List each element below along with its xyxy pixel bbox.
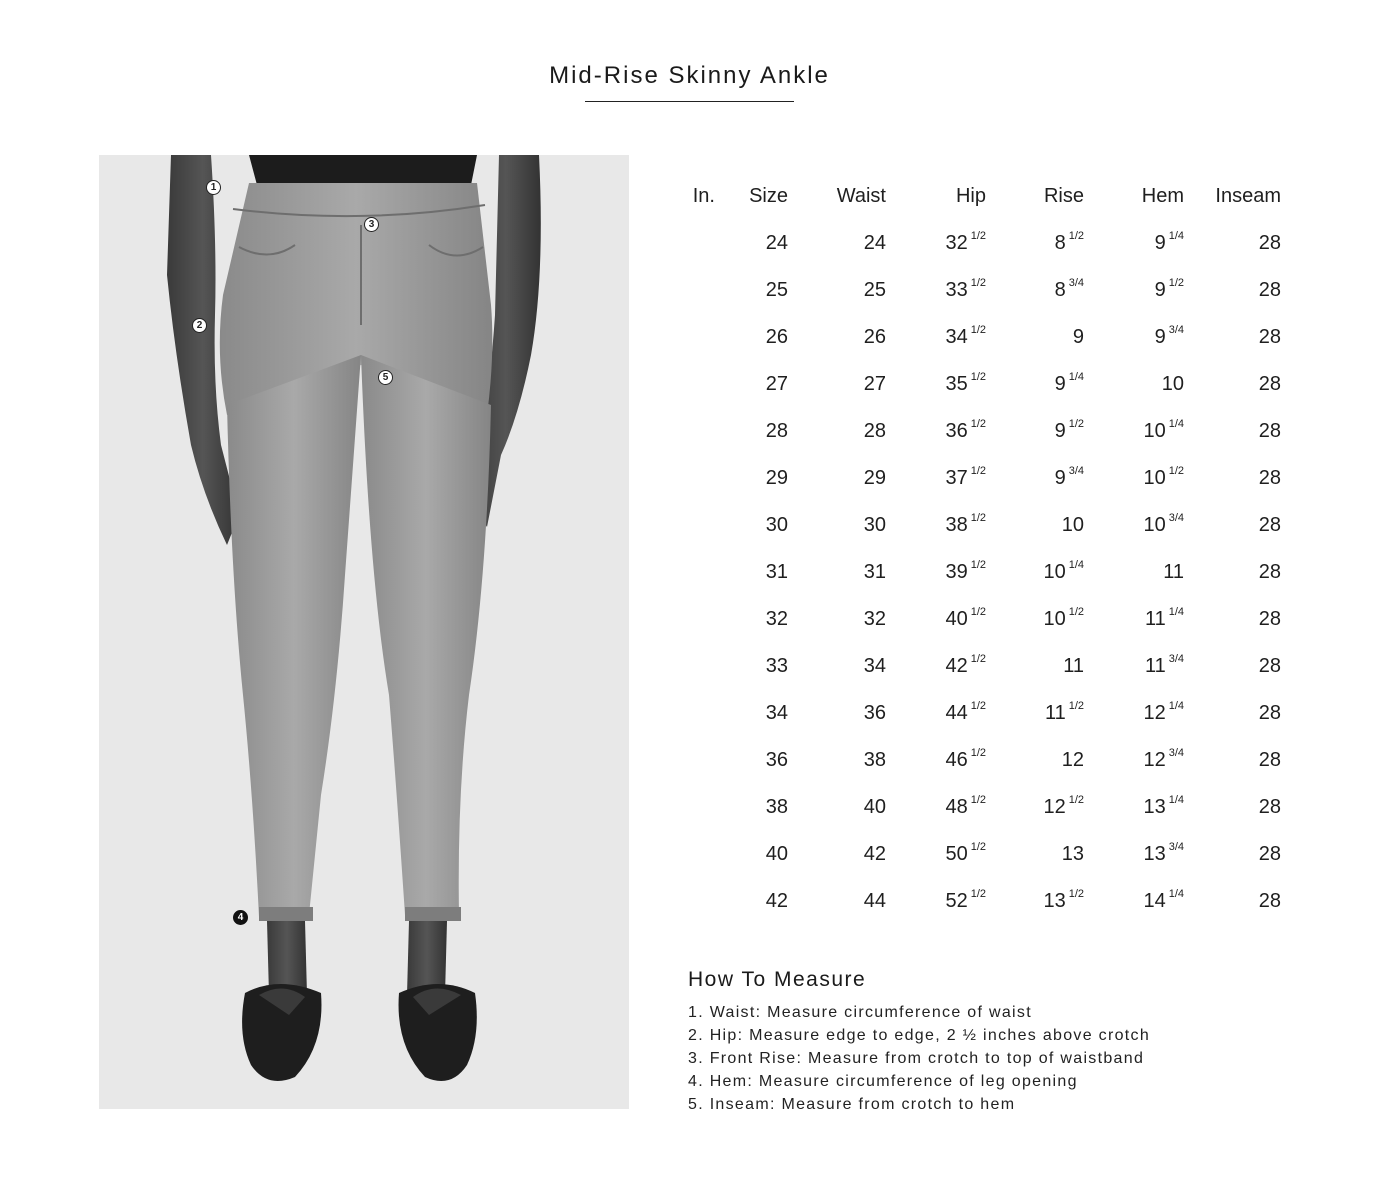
header-inseam: Inseam bbox=[1215, 184, 1281, 207]
measure-item-hem: 4. Hem: Measure circumference of leg opening bbox=[688, 1073, 1078, 1090]
cell-waist bbox=[788, 784, 886, 831]
table-row bbox=[675, 549, 1281, 596]
cell-rise bbox=[986, 643, 1084, 690]
cell-waist bbox=[788, 878, 886, 925]
cell-hip-value: 44 bbox=[945, 702, 968, 724]
cell-inseam bbox=[1184, 878, 1281, 925]
header-waist: Waist bbox=[836, 184, 886, 207]
cell-size-value: 40 bbox=[765, 843, 788, 865]
marker-front-rise: 3 bbox=[364, 217, 379, 232]
jeans-illustration bbox=[99, 155, 629, 1109]
cell-hip-fraction: 1/2 bbox=[970, 324, 986, 336]
cell-in bbox=[675, 784, 715, 831]
cell-hip bbox=[886, 267, 986, 314]
cell-rise bbox=[986, 502, 1084, 549]
cell-hem-value: 12 bbox=[1143, 702, 1166, 724]
cell-hip bbox=[886, 737, 986, 784]
cell-in bbox=[675, 690, 715, 737]
cell-rise-fraction: 1/2 bbox=[1068, 794, 1084, 806]
cell-size-value: 27 bbox=[765, 373, 788, 395]
cell-inseam bbox=[1184, 690, 1281, 737]
cell-hem bbox=[1084, 784, 1184, 831]
how-to-measure-title: How To Measure bbox=[688, 968, 867, 991]
cell-hem bbox=[1084, 314, 1184, 361]
cell-hip bbox=[886, 643, 986, 690]
cell-inseam-value: 28 bbox=[1258, 514, 1281, 536]
cell-rise-value: 9 bbox=[1054, 373, 1066, 395]
cell-inseam-value: 28 bbox=[1258, 890, 1281, 912]
cell-hip bbox=[886, 502, 986, 549]
cell-hip-value: 37 bbox=[945, 467, 968, 489]
cell-in bbox=[675, 455, 715, 502]
cell-hem-fraction: 3/4 bbox=[1168, 324, 1184, 336]
cell-hip bbox=[886, 831, 986, 878]
cell-hem bbox=[1084, 878, 1184, 925]
cell-size-value: 31 bbox=[765, 561, 788, 583]
marker-hem: 4 bbox=[233, 910, 248, 925]
cell-hem-fraction: 3/4 bbox=[1168, 747, 1184, 759]
table-header-row bbox=[675, 172, 1281, 220]
cell-hip-fraction: 1/2 bbox=[970, 700, 986, 712]
cell-in bbox=[675, 220, 715, 267]
cell-inseam-value: 28 bbox=[1258, 561, 1281, 583]
cell-inseam bbox=[1184, 831, 1281, 878]
cell-rise-value: 9 bbox=[1054, 467, 1066, 489]
cell-hip-value: 32 bbox=[945, 232, 968, 254]
cell-waist-value: 32 bbox=[863, 608, 886, 630]
cell-hip-value: 33 bbox=[945, 279, 968, 301]
cell-hem-value: 11 bbox=[1144, 608, 1166, 630]
cell-size bbox=[715, 737, 788, 784]
cell-hem-value: 9 bbox=[1154, 326, 1166, 348]
cell-rise bbox=[986, 455, 1084, 502]
cell-hip-value: 50 bbox=[945, 843, 968, 865]
cell-rise-value: 13 bbox=[1043, 890, 1066, 912]
cell-size bbox=[715, 502, 788, 549]
table-row bbox=[675, 643, 1281, 690]
cell-hem-fraction: 1/2 bbox=[1168, 465, 1184, 477]
cell-hem-value: 12 bbox=[1143, 749, 1166, 771]
cell-inseam-value: 28 bbox=[1258, 702, 1281, 724]
cell-hip-fraction: 1/2 bbox=[970, 559, 986, 571]
cell-rise-value: 13 bbox=[1061, 843, 1084, 865]
cell-hem-fraction: 1/4 bbox=[1168, 794, 1184, 806]
cell-hip-value: 42 bbox=[945, 655, 968, 677]
cell-hem-fraction: 1/4 bbox=[1168, 230, 1184, 242]
cell-hip-value: 36 bbox=[945, 420, 968, 442]
header-hem: Hem bbox=[1141, 184, 1184, 207]
cell-rise-fraction: 1/4 bbox=[1068, 371, 1084, 383]
cell-size-value: 30 bbox=[765, 514, 788, 536]
cell-rise bbox=[986, 784, 1084, 831]
cell-size bbox=[715, 455, 788, 502]
cell-waist bbox=[788, 314, 886, 361]
header-rise: Rise bbox=[1043, 184, 1084, 207]
cell-hip bbox=[886, 408, 986, 455]
cell-inseam bbox=[1184, 267, 1281, 314]
cell-hem-value: 9 bbox=[1154, 232, 1166, 254]
cell-rise-fraction: 1/2 bbox=[1068, 606, 1084, 618]
cell-inseam bbox=[1184, 361, 1281, 408]
cell-hip-fraction: 1/2 bbox=[970, 606, 986, 618]
header-in: In. bbox=[692, 184, 715, 207]
cell-rise-value: 9 bbox=[1072, 326, 1084, 348]
cell-inseam-value: 28 bbox=[1258, 326, 1281, 348]
cell-waist bbox=[788, 267, 886, 314]
table-row bbox=[675, 784, 1281, 831]
cell-waist-value: 42 bbox=[863, 843, 886, 865]
measure-item-hip: 2. Hip: Measure edge to edge, 2 ½ inches above crotch bbox=[688, 1027, 1151, 1044]
cell-hem-fraction: 1/4 bbox=[1168, 418, 1184, 430]
measure-item-inseam: 5. Inseam: Measure from crotch to hem bbox=[688, 1096, 1016, 1113]
cell-rise bbox=[986, 690, 1084, 737]
cell-inseam-value: 28 bbox=[1258, 232, 1281, 254]
cell-size bbox=[715, 361, 788, 408]
cell-hip bbox=[886, 690, 986, 737]
cell-hip-value: 38 bbox=[945, 514, 968, 536]
cell-hem bbox=[1084, 361, 1184, 408]
cell-waist bbox=[788, 455, 886, 502]
cell-hem-value: 10 bbox=[1143, 420, 1166, 442]
table-row bbox=[675, 455, 1281, 502]
measure-item-waist: 1. Waist: Measure circumference of waist bbox=[688, 1004, 1032, 1021]
cell-size bbox=[715, 831, 788, 878]
marker-hip: 2 bbox=[192, 318, 207, 333]
cell-waist bbox=[788, 643, 886, 690]
cell-size-value: 26 bbox=[765, 326, 788, 348]
cell-hem-fraction: 3/4 bbox=[1168, 512, 1184, 524]
cell-rise bbox=[986, 831, 1084, 878]
cell-size bbox=[715, 220, 788, 267]
size-chart-table bbox=[675, 172, 1281, 925]
cell-inseam-value: 28 bbox=[1258, 796, 1281, 818]
cell-in bbox=[675, 408, 715, 455]
cell-inseam bbox=[1184, 314, 1281, 361]
cell-waist-value: 24 bbox=[863, 232, 886, 254]
cell-hip-value: 35 bbox=[945, 373, 968, 395]
cell-waist bbox=[788, 737, 886, 784]
cell-hem-fraction: 3/4 bbox=[1168, 653, 1184, 665]
cell-waist-value: 27 bbox=[863, 373, 886, 395]
cell-size-value: 24 bbox=[765, 232, 788, 254]
cell-in bbox=[675, 502, 715, 549]
cell-waist-value: 34 bbox=[863, 655, 886, 677]
cell-in bbox=[675, 737, 715, 784]
cell-rise-value: 9 bbox=[1054, 420, 1066, 442]
cell-hem-fraction: 1/2 bbox=[1168, 277, 1184, 289]
cell-rise-value: 12 bbox=[1061, 749, 1084, 771]
table-row bbox=[675, 831, 1281, 878]
cell-hem bbox=[1084, 408, 1184, 455]
cell-in bbox=[675, 267, 715, 314]
cell-rise-fraction: 1/2 bbox=[1068, 418, 1084, 430]
cell-rise-value: 8 bbox=[1054, 279, 1066, 301]
cell-rise bbox=[986, 220, 1084, 267]
cell-hip-value: 48 bbox=[945, 796, 968, 818]
cell-size-value: 36 bbox=[765, 749, 788, 771]
cell-hem bbox=[1084, 502, 1184, 549]
cell-hip-fraction: 1/2 bbox=[970, 888, 986, 900]
cell-hip-fraction: 1/2 bbox=[970, 371, 986, 383]
cell-rise-value: 11 bbox=[1044, 702, 1066, 724]
cell-hem bbox=[1084, 643, 1184, 690]
marker-inseam: 5 bbox=[378, 370, 393, 385]
cell-hem-value: 13 bbox=[1143, 843, 1166, 865]
cell-hem-value: 11 bbox=[1163, 561, 1184, 583]
cell-in bbox=[675, 831, 715, 878]
cell-size bbox=[715, 549, 788, 596]
cell-inseam bbox=[1184, 596, 1281, 643]
cell-hem bbox=[1084, 690, 1184, 737]
cell-size bbox=[715, 596, 788, 643]
cell-inseam-value: 28 bbox=[1258, 608, 1281, 630]
cell-waist bbox=[788, 690, 886, 737]
cell-hip-value: 39 bbox=[945, 561, 968, 583]
cell-inseam-value: 28 bbox=[1258, 279, 1281, 301]
cell-rise-fraction: 1/2 bbox=[1068, 230, 1084, 242]
cell-hip bbox=[886, 549, 986, 596]
cell-hip bbox=[886, 361, 986, 408]
cell-inseam bbox=[1184, 784, 1281, 831]
cell-hem-value: 13 bbox=[1143, 796, 1166, 818]
cell-waist-value: 36 bbox=[863, 702, 886, 724]
cell-inseam-value: 28 bbox=[1258, 749, 1281, 771]
cell-hem bbox=[1084, 831, 1184, 878]
cell-waist-value: 30 bbox=[863, 514, 886, 536]
cell-hem bbox=[1084, 549, 1184, 596]
cell-inseam-value: 28 bbox=[1258, 420, 1281, 442]
cell-hem-value: 10 bbox=[1161, 373, 1184, 395]
cell-in bbox=[675, 878, 715, 925]
table-row bbox=[675, 737, 1281, 784]
cell-size-value: 38 bbox=[765, 796, 788, 818]
cell-rise-fraction: 1/2 bbox=[1068, 888, 1084, 900]
cell-rise bbox=[986, 878, 1084, 925]
table-row bbox=[675, 408, 1281, 455]
cell-rise-value: 11 bbox=[1063, 655, 1084, 677]
cell-waist bbox=[788, 220, 886, 267]
cell-size bbox=[715, 784, 788, 831]
cell-size-value: 29 bbox=[765, 467, 788, 489]
table-row bbox=[675, 596, 1281, 643]
cell-size-value: 28 bbox=[765, 420, 788, 442]
cell-inseam bbox=[1184, 502, 1281, 549]
table-row bbox=[675, 690, 1281, 737]
cell-inseam bbox=[1184, 220, 1281, 267]
cell-inseam-value: 28 bbox=[1258, 373, 1281, 395]
table-row bbox=[675, 361, 1281, 408]
cell-size bbox=[715, 408, 788, 455]
cell-size-value: 42 bbox=[765, 890, 788, 912]
cell-rise-value: 12 bbox=[1043, 796, 1066, 818]
cell-hip-fraction: 1/2 bbox=[970, 230, 986, 242]
cell-rise bbox=[986, 549, 1084, 596]
cell-waist-value: 28 bbox=[863, 420, 886, 442]
how-to-measure-list bbox=[688, 1001, 1150, 1116]
cell-rise bbox=[986, 596, 1084, 643]
cell-in bbox=[675, 314, 715, 361]
cell-rise-fraction: 1/4 bbox=[1068, 559, 1084, 571]
cell-rise bbox=[986, 314, 1084, 361]
cell-waist-value: 31 bbox=[863, 561, 886, 583]
cell-hip-value: 46 bbox=[945, 749, 968, 771]
cell-inseam bbox=[1184, 549, 1281, 596]
cell-rise bbox=[986, 408, 1084, 455]
cell-waist bbox=[788, 502, 886, 549]
table-row bbox=[675, 220, 1281, 267]
cell-rise-value: 10 bbox=[1043, 608, 1066, 630]
table-row bbox=[675, 314, 1281, 361]
cell-waist bbox=[788, 361, 886, 408]
cell-inseam bbox=[1184, 408, 1281, 455]
header-size: Size bbox=[749, 184, 788, 207]
cell-rise-value: 10 bbox=[1043, 561, 1066, 583]
cell-hem-fraction: 1/4 bbox=[1168, 700, 1184, 712]
page-title: Mid-Rise Skinny Ankle bbox=[549, 62, 830, 89]
cell-hip bbox=[886, 878, 986, 925]
table-row bbox=[675, 878, 1281, 925]
cell-hip-fraction: 1/2 bbox=[970, 653, 986, 665]
cell-hem-fraction: 1/4 bbox=[1168, 888, 1184, 900]
cell-in bbox=[675, 361, 715, 408]
cell-size bbox=[715, 267, 788, 314]
cell-rise-fraction: 3/4 bbox=[1068, 277, 1084, 289]
cell-hip-fraction: 1/2 bbox=[970, 277, 986, 289]
cell-hip-value: 40 bbox=[945, 608, 968, 630]
cell-hem-value: 10 bbox=[1143, 514, 1166, 536]
cell-inseam-value: 28 bbox=[1258, 467, 1281, 489]
cell-rise-fraction: 3/4 bbox=[1068, 465, 1084, 477]
cell-in bbox=[675, 596, 715, 643]
cell-rise-value: 8 bbox=[1054, 232, 1066, 254]
cell-inseam bbox=[1184, 643, 1281, 690]
cell-rise-fraction: 1/2 bbox=[1068, 700, 1084, 712]
cell-inseam-value: 28 bbox=[1258, 655, 1281, 677]
header-hip: Hip bbox=[955, 184, 986, 207]
table-row bbox=[675, 502, 1281, 549]
cell-waist-value: 29 bbox=[863, 467, 886, 489]
cell-rise bbox=[986, 737, 1084, 784]
cell-waist-value: 26 bbox=[863, 326, 886, 348]
cell-hip-fraction: 1/2 bbox=[970, 418, 986, 430]
cell-waist bbox=[788, 408, 886, 455]
cell-size-value: 25 bbox=[765, 279, 788, 301]
cell-hem-fraction: 3/4 bbox=[1168, 841, 1184, 853]
cell-waist bbox=[788, 831, 886, 878]
cell-hip-fraction: 1/2 bbox=[970, 841, 986, 853]
model-photo bbox=[99, 155, 629, 1109]
cell-size bbox=[715, 314, 788, 361]
cell-hem-value: 14 bbox=[1143, 890, 1166, 912]
cell-in bbox=[675, 643, 715, 690]
cell-waist bbox=[788, 596, 886, 643]
cell-hem bbox=[1084, 220, 1184, 267]
cell-waist-value: 40 bbox=[863, 796, 886, 818]
cell-rise bbox=[986, 267, 1084, 314]
cell-rise bbox=[986, 361, 1084, 408]
marker-waist: 1 bbox=[206, 180, 221, 195]
cell-waist-value: 44 bbox=[863, 890, 886, 912]
cell-hip-fraction: 1/2 bbox=[970, 465, 986, 477]
cell-hip-value: 52 bbox=[945, 890, 968, 912]
cell-hip-fraction: 1/2 bbox=[970, 794, 986, 806]
measure-item-front-rise: 3. Front Rise: Measure from crotch to top of waistband bbox=[688, 1050, 1145, 1067]
cell-hip bbox=[886, 596, 986, 643]
cell-hip bbox=[886, 455, 986, 502]
cell-size-value: 32 bbox=[765, 608, 788, 630]
cell-hem bbox=[1084, 737, 1184, 784]
cell-hem-value: 11 bbox=[1144, 655, 1166, 677]
table-row bbox=[675, 267, 1281, 314]
cell-size bbox=[715, 643, 788, 690]
cell-hem-fraction: 1/4 bbox=[1168, 606, 1184, 618]
cell-in bbox=[675, 549, 715, 596]
cell-hip bbox=[886, 220, 986, 267]
cell-inseam bbox=[1184, 455, 1281, 502]
cell-waist-value: 25 bbox=[863, 279, 886, 301]
cell-waist-value: 38 bbox=[863, 749, 886, 771]
cell-hip-fraction: 1/2 bbox=[970, 512, 986, 524]
cell-hip bbox=[886, 314, 986, 361]
title-underline bbox=[585, 101, 794, 102]
cell-hem-value: 9 bbox=[1154, 279, 1166, 301]
cell-hip-value: 34 bbox=[945, 326, 968, 348]
cell-waist bbox=[788, 549, 886, 596]
cell-hem bbox=[1084, 596, 1184, 643]
cell-hip bbox=[886, 784, 986, 831]
table-body bbox=[675, 220, 1281, 925]
cell-inseam bbox=[1184, 737, 1281, 784]
cell-rise-value: 10 bbox=[1061, 514, 1084, 536]
cell-size bbox=[715, 690, 788, 737]
cell-hem-value: 10 bbox=[1143, 467, 1166, 489]
cell-hip-fraction: 1/2 bbox=[970, 747, 986, 759]
cell-hem bbox=[1084, 267, 1184, 314]
cell-size-value: 33 bbox=[765, 655, 788, 677]
cell-hem bbox=[1084, 455, 1184, 502]
cell-size bbox=[715, 878, 788, 925]
cell-size-value: 34 bbox=[765, 702, 788, 724]
cell-inseam-value: 28 bbox=[1258, 843, 1281, 865]
